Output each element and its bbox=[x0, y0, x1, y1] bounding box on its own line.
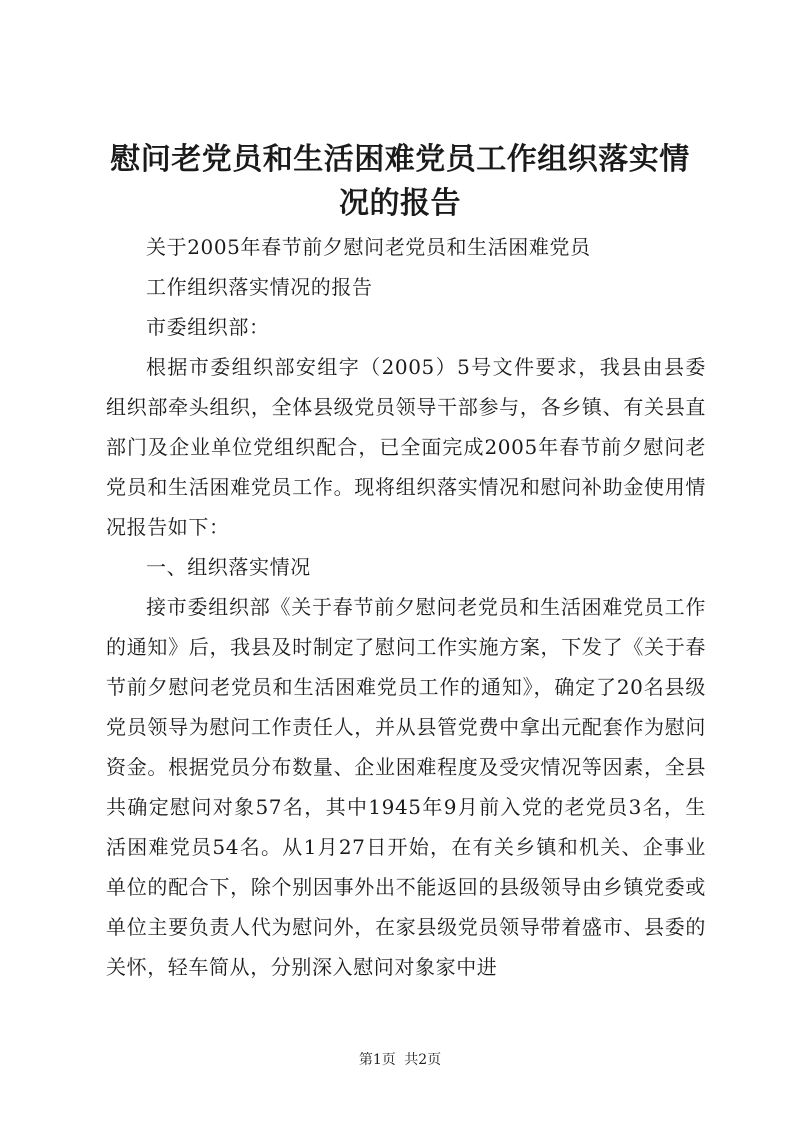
page-number: 第1页 bbox=[358, 1052, 396, 1068]
subtitle-line-1: 关于2005年春节前夕慰问老党员和生活困难党员 bbox=[146, 235, 591, 259]
page-footer bbox=[0, 1049, 800, 1069]
salutation: 市委组织部： bbox=[146, 315, 270, 339]
section-heading: 一、组织落实情况 bbox=[146, 555, 311, 579]
intro-paragraph: 根据市委组织部安组字（2005）5号文件要求，我县由县委组织部牵头组织，全体县级党员领导干部参与，各乡镇、有关县直部门及企业单位党组织配合，已全面完成2005年春节前夕慰问老党员和生活困难党员工作。现将组织落实情况和慰问补助金使用情况报告如下： bbox=[106, 355, 706, 539]
section-paragraph: 接市委组织部《关于春节前夕慰问老党员和生活困难党员工作的通知》后，我县及时制定了慰问工作实施方案，下发了《关于春节前夕慰问老党员和生活困难党员工作的通知》，确定了20名县级党员领导为慰问工作责任人，并从县管党费中拿出元配套作为慰问资金。根据党员分布数量、企业困难程度及受灾情况等因素，全县共确定慰问对象57名，其中1945年9月前入党的老党员3名，生活困难党员54名。从1月27日开始，在有关乡镇和机关、企事业单位的配合下，除个别因事外出不能返回的县级领导由乡镇党委或单位主要负责人代为慰问外，在家县级党员领导带着盛市、县委的关怀，轻车简从，分别深入慰问对象家中进 bbox=[106, 595, 706, 979]
document-title: 慰问老党员和生活困难党员工作组织落实情况的报告 bbox=[110, 142, 690, 221]
document-body bbox=[106, 227, 706, 987]
subtitle-line-2: 工作组织落实情况的报告 bbox=[146, 275, 373, 299]
page-total: 共2页 bbox=[404, 1052, 442, 1068]
